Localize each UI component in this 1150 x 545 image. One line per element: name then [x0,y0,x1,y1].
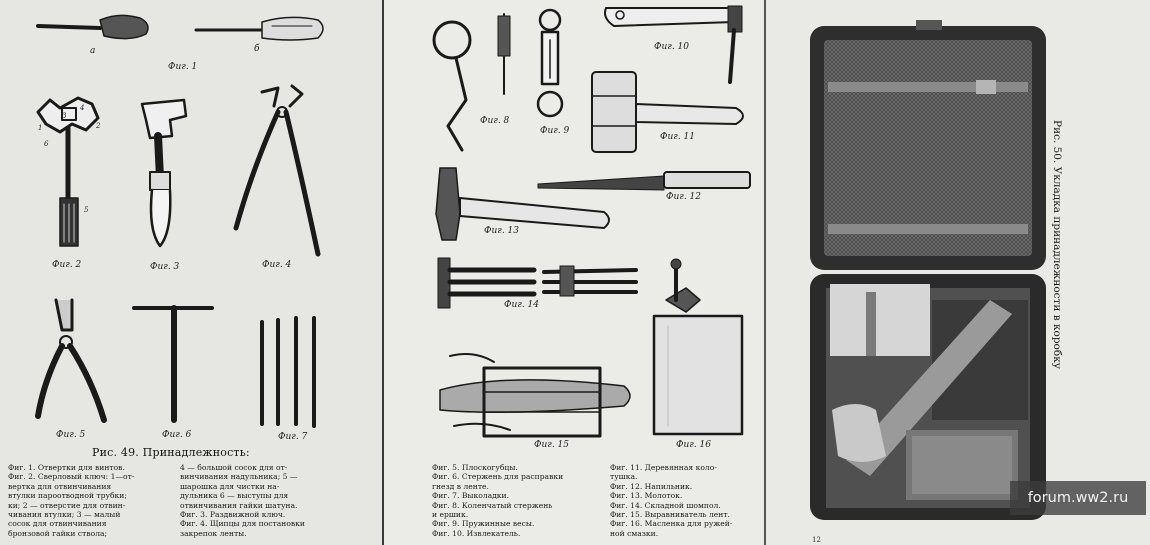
legend-line: Фиг. 10. Извлекатель. [432,528,521,538]
legend-line: Фиг. 12. Напильник. [610,481,693,491]
legend-left-column [8,463,134,538]
legend-line: винчивания надульника; 5 — [180,472,298,482]
legend-line: Фиг. 9. Пружинные весы. [432,519,535,529]
middle-page [384,0,764,545]
fig-label-14: Фиг. 14 [504,300,539,310]
legend-line: вертка для отвинчивания [8,481,112,491]
fig-label-a: а [90,46,96,56]
lid-strap-bottom [828,224,1028,234]
legend-line: Фиг. 3. Раздвижной ключ. [180,510,286,520]
hammer-drawing [436,168,609,240]
callout-3: 3 [62,112,67,120]
page-number: 12 [812,536,821,544]
left-page [0,0,382,545]
screwdriver-a-drawing [38,15,148,38]
callout-4: 4 [80,104,85,112]
fig-label-10: Фиг. 10 [654,42,689,52]
legend-line: Фиг. 15. Выравниватель лент. [610,510,730,520]
fig-label-3: Фиг. 3 [150,262,180,272]
legend-middle-right-column [610,463,732,538]
combination-wrench-drawing [38,98,101,246]
legend-line: Фиг. 2. Сверловый ключ: 1—от- [8,472,135,482]
fig-label-5: Фиг. 5 [56,430,86,440]
interior-card [830,284,930,356]
fig-label-15: Фиг. 15 [534,440,569,450]
spring-scale-drawing [538,10,562,116]
oil-can-drawing [654,259,742,434]
pincers-drawing [236,86,318,254]
t-rod-drawing [134,308,212,420]
legend-line: закрепок ленты. [180,528,247,538]
box-hinge [916,20,942,30]
legend-line: 4 — большой сосок для от- [180,463,288,472]
file-drawing [538,172,750,190]
callout-6: 6 [44,140,49,148]
oil-can-panel [912,436,1012,494]
legend-middle-left-column [432,463,563,538]
legend-right-column [180,463,305,538]
lid-mesh-panel [824,40,1032,256]
fig-label-16: Фиг. 16 [676,440,711,450]
legend-line: и ершик. [432,510,469,520]
legend-line: шарошка для чистки на- [180,481,280,491]
strap-buckle [976,80,996,94]
legend-line: Фиг. 11. Деревянная коло- [610,463,717,472]
legend-line: сосок для отвинчивания [8,519,107,529]
legend-line: дульника 6 — выступы для [180,491,289,501]
interior-clip [866,292,876,356]
fig-label-1: Фиг. 1 [168,62,198,72]
legend-line: тушка. [610,472,638,482]
legend-line: Фиг. 8. Коленчатый стержень [432,500,553,510]
legend-line: Фиг. 16. Масленка для ружей- [610,519,733,529]
legend-line: бронзовой гайки ствола; [8,528,108,538]
punches-drawing [262,318,314,426]
lid-strap-top [828,82,1028,92]
fig-label-2: Фиг. 2 [52,260,82,270]
right-page [766,0,1150,545]
forum-watermark: forum.ww2.ru [1010,481,1146,515]
accessory-box-photo [766,0,1150,545]
callout-1: 1 [38,124,43,132]
fig-label-6: Фиг. 6 [162,430,192,440]
fig-label-8: Фиг. 8 [480,116,510,126]
legend-line: втулки пароотводной трубки; [8,491,127,501]
legend-line: ной смазки. [610,528,659,538]
legend-line: Фиг. 6. Стержень для расправки [432,472,564,482]
fig-label-11: Фиг. 11 [660,132,695,142]
fig-label-12: Фиг. 12 [666,192,701,202]
figure-49-title: Рис. 49. Принадлежность: [92,446,250,459]
fig-label-13: Фиг. 13 [484,226,519,236]
legend-line: чивания втулки; 3 — малый [8,510,121,520]
legend-line: отвинчивания гайки шатуна. [180,500,298,510]
fig-label-7: Фиг. 7 [278,432,308,442]
callout-2: 2 [96,122,101,130]
legend-line: Фиг. 4. Щипцы для постановки [180,519,305,529]
legend-line: гнезд в ленте. [432,481,489,491]
fig-label-9: Фиг. 9 [540,126,570,136]
belt-straightener-drawing [440,354,630,436]
fig-label-4: Фиг. 4 [262,260,292,270]
bent-rod-and-brush-drawing [434,14,510,150]
legend-line: Фиг. 7. Выколадки. [432,491,510,501]
legend-line: ки; 2 — отверстие для отвин- [8,500,126,510]
figure-50-caption-text: Рис. 50. Укладка принадлежности в коробку [1051,120,1063,369]
fig-label-b: б [254,44,260,54]
legend-line: Фиг. 5. Плоскогубцы. [432,463,518,472]
callout-5: 5 [84,206,89,214]
legend-line: Фиг. 1. Отвертки для винтов. [8,463,125,472]
flat-pliers-drawing [38,300,104,420]
screwdriver-b-drawing [196,17,323,40]
adjustable-wrench-drawing [142,100,186,246]
legend-line: Фиг. 13. Молоток. [610,491,683,501]
legend-line: Фиг. 14. Складной шомпол. [610,500,721,510]
